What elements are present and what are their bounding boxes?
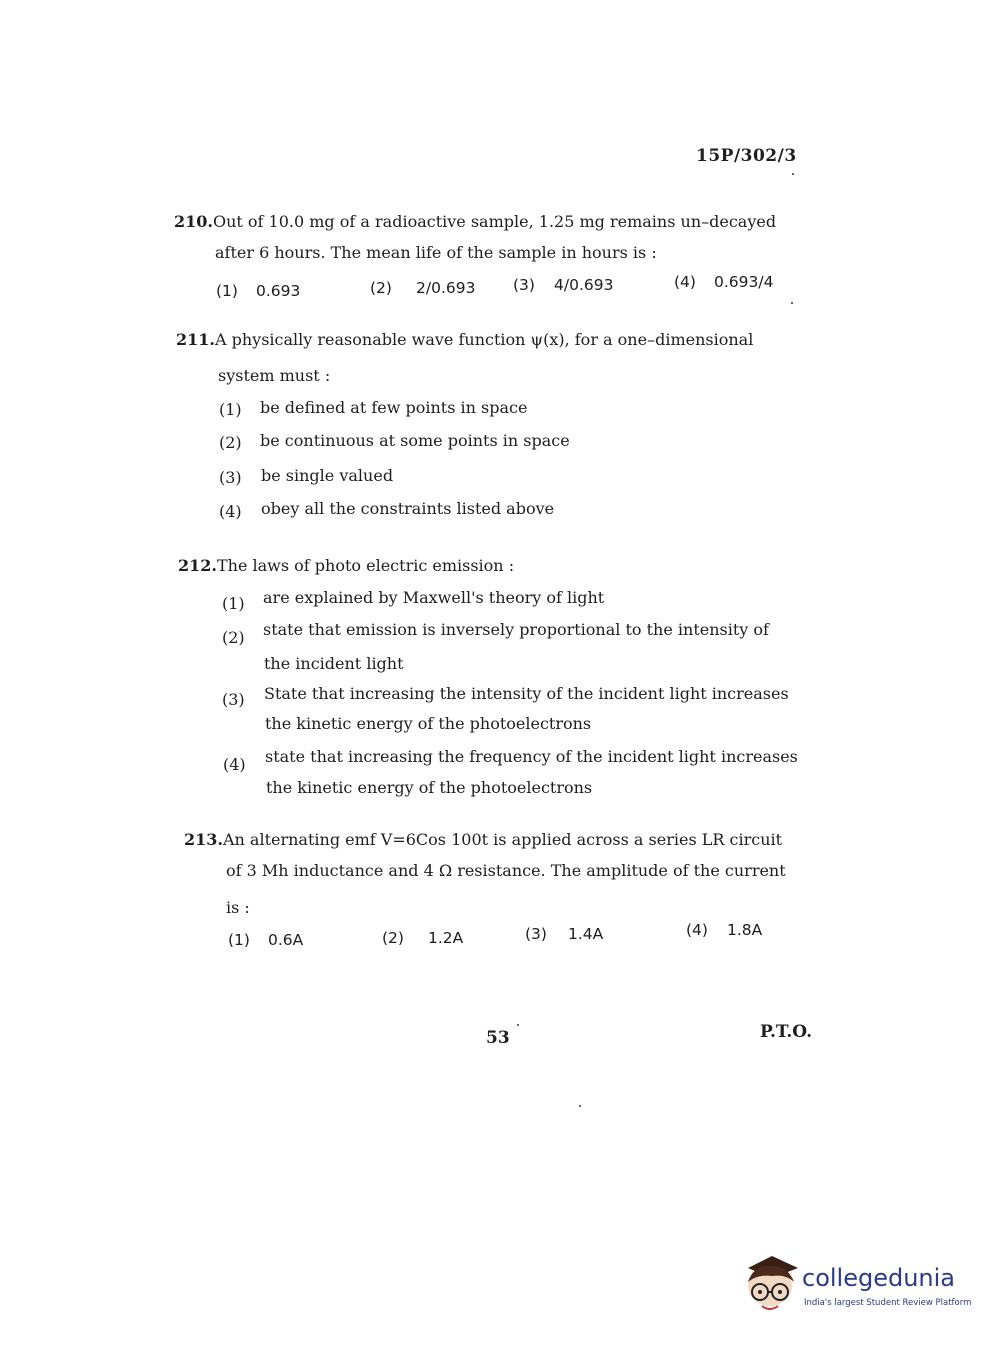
question-number: 210. xyxy=(174,212,213,231)
watermark-tagline: India's largest Student Review Platform xyxy=(804,1298,972,1308)
question-number: 212. xyxy=(178,556,217,575)
question-text-line xyxy=(174,212,776,231)
option-number: (1) xyxy=(228,931,250,949)
option-number: (3) xyxy=(525,925,547,943)
page-number: 53 xyxy=(486,1028,510,1048)
option-number: (4) xyxy=(674,273,696,291)
option-text: State that increasing the intensity of the incident light increases xyxy=(264,684,789,703)
please-turn-over: P.T.O. xyxy=(760,1022,812,1042)
option-text: 1.4A xyxy=(568,925,604,943)
question-text-line: of 3 Mh inductance and 4 Ω resistance. The amplitude of the current xyxy=(226,861,786,880)
option-number: (3) xyxy=(219,468,242,487)
question-text-line xyxy=(176,330,753,349)
option-text: 2/0.693 xyxy=(416,279,476,297)
option-text: 0.6A xyxy=(268,931,304,949)
watermark-brand: collegedunia xyxy=(802,1264,956,1292)
option-text: 4/0.693 xyxy=(554,276,614,294)
option-number: (3) xyxy=(222,690,245,709)
question-text-line xyxy=(178,556,514,575)
option-number: (1) xyxy=(219,400,242,419)
option-text: state that emission is inversely proportional to the intensity of xyxy=(263,620,769,639)
collegedunia-watermark xyxy=(742,1248,972,1318)
option-text: be single valued xyxy=(261,466,394,485)
question-text: Out of 10.0 mg of a radioactive sample, 1.25 mg remains un–decayed xyxy=(212,212,777,231)
question-number: 211. xyxy=(176,330,215,349)
question-text: The laws of photo electric emission : xyxy=(216,556,515,575)
question-text: An alternating emf V=6Cos 100t is applied across a series LR circuit xyxy=(222,830,783,849)
option-text-continued: the incident light xyxy=(264,654,404,673)
option-text: 0.693/4 xyxy=(714,273,774,291)
option-text-continued: the kinetic energy of the photoelectrons xyxy=(265,714,592,733)
paper-code: 15P/302/3 xyxy=(696,146,797,166)
option-text-continued: the kinetic energy of the photoelectrons xyxy=(266,778,593,797)
option-text: obey all the constraints listed above xyxy=(261,499,555,518)
option-number: (2) xyxy=(222,628,245,647)
question-text-line: is : xyxy=(226,898,250,917)
scan-speck xyxy=(517,1024,519,1026)
question-text-line: system must : xyxy=(218,366,331,385)
mascot-icon xyxy=(742,1248,800,1318)
option-number: (1) xyxy=(216,282,238,300)
option-text: are explained by Maxwell's theory of light xyxy=(263,588,605,607)
scan-speck xyxy=(792,173,794,175)
option-text: 1.8A xyxy=(727,921,763,939)
option-number: (4) xyxy=(686,921,708,939)
option-number: (3) xyxy=(513,276,535,294)
option-number: (2) xyxy=(382,929,404,947)
scan-speck xyxy=(579,1105,581,1107)
option-number: (1) xyxy=(222,594,245,613)
option-text: be defined at few points in space xyxy=(260,398,528,417)
question-number: 213. xyxy=(184,830,223,849)
option-number: (2) xyxy=(219,433,242,452)
question-text-line xyxy=(184,830,782,849)
question-text: A physically reasonable wave function ψ(x), for a one–dimensional xyxy=(214,330,754,349)
scan-speck xyxy=(791,302,793,304)
option-text: 1.2A xyxy=(428,929,464,947)
question-text-line: after 6 hours. The mean life of the sample in hours is : xyxy=(215,243,657,262)
option-number: (2) xyxy=(370,279,392,297)
option-text: state that increasing the frequency of the incident light increases xyxy=(265,747,798,766)
option-number: (4) xyxy=(219,502,242,521)
option-text: 0.693 xyxy=(256,282,301,300)
option-number: (4) xyxy=(223,755,246,774)
option-text: be continuous at some points in space xyxy=(260,431,570,450)
